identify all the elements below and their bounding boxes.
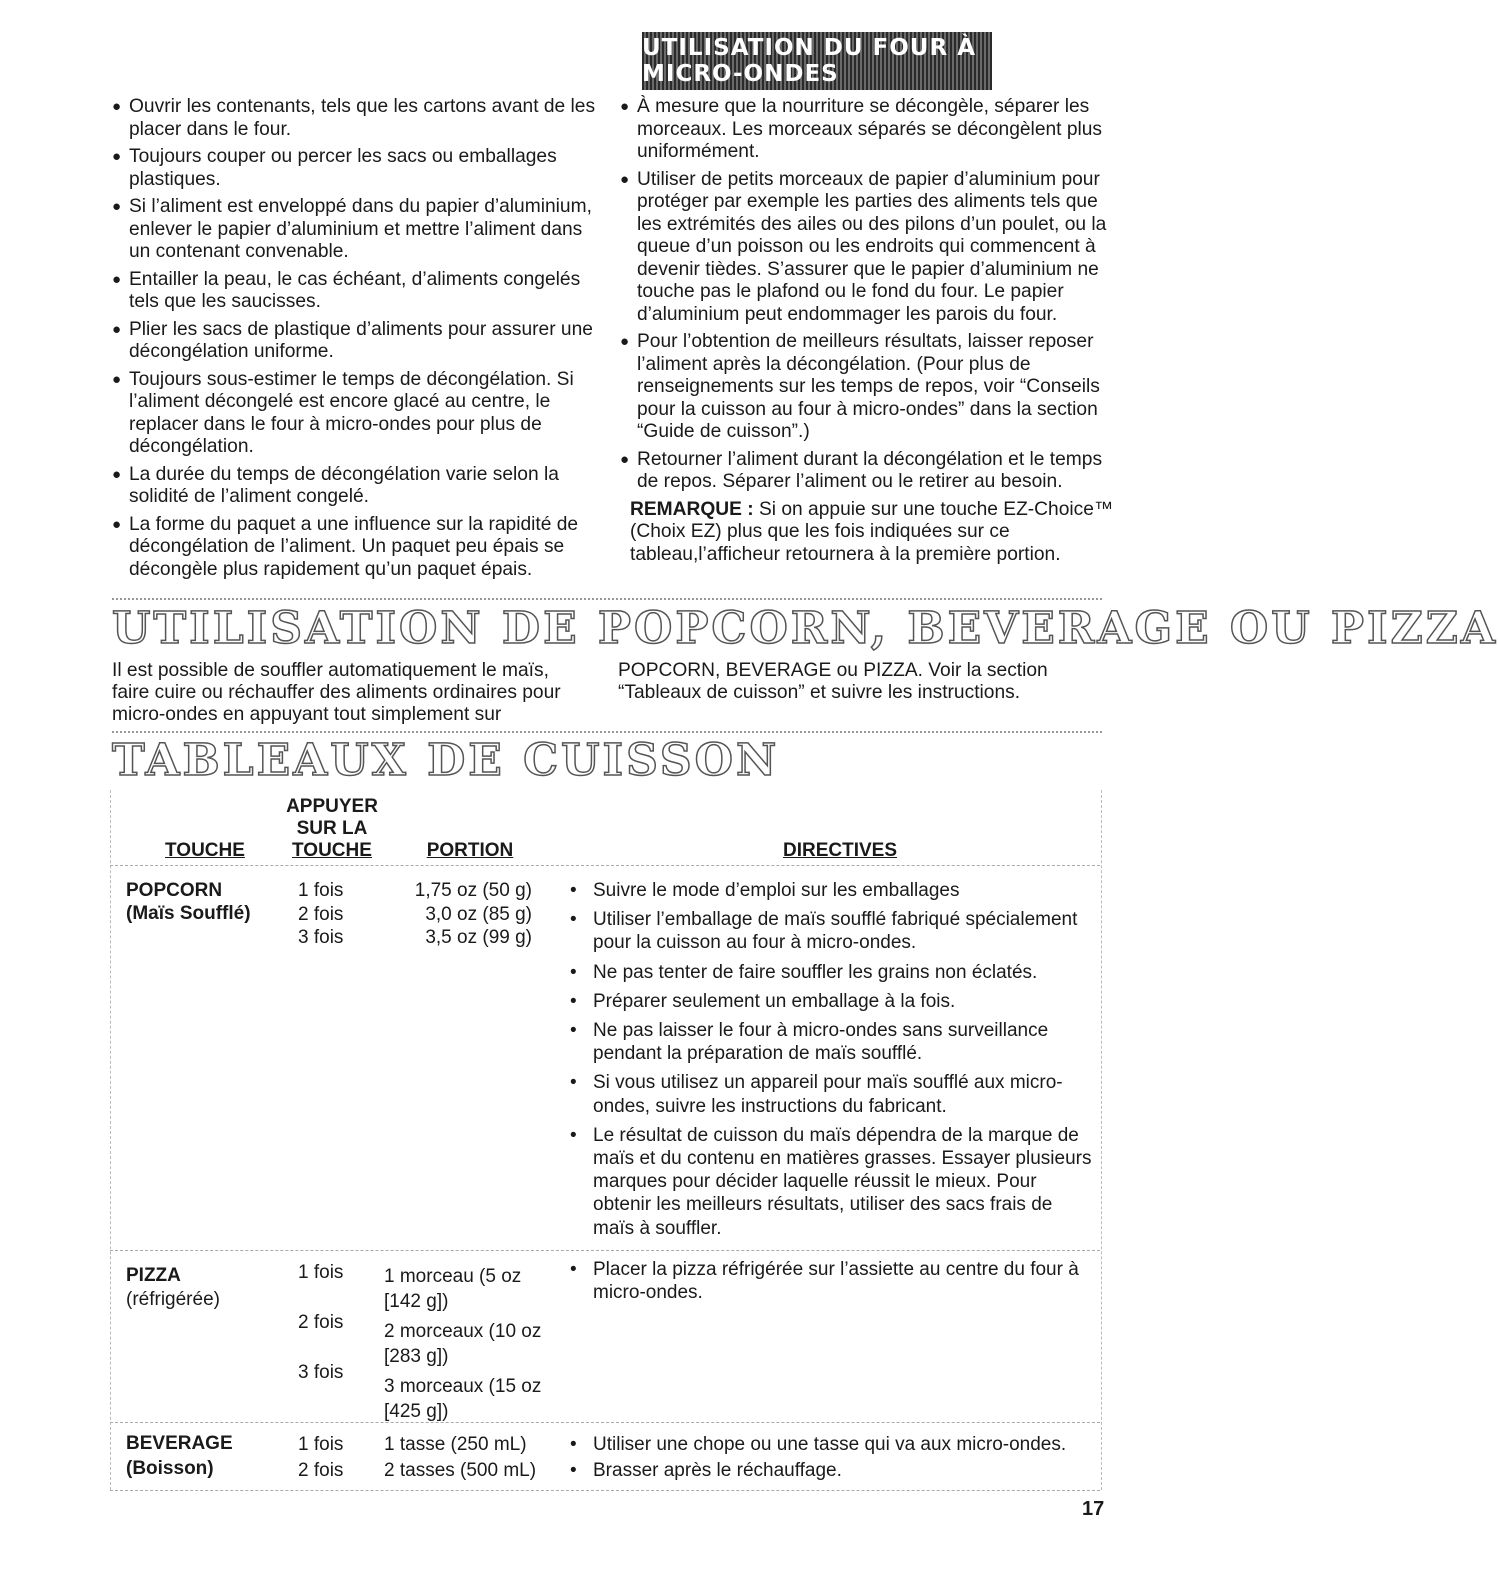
- list-item: ● La forme du paquet a une influence sur la rapidité de décongélation de l’aliment. Un paquet peu épais se décongèle plus rapidement qu’un paquet épais.: [112, 514, 607, 582]
- row-pizza-time-3: 3 fois: [298, 1362, 344, 1383]
- row-popcorn-directives: [568, 879, 1098, 1246]
- list-item: ● Si l’aliment est enveloppé dans du papier d’aluminium, enlever le papier d’aluminium et mettre l’aliment dans un contenant convenable.: [112, 196, 607, 264]
- list-item: • Si vous utilisez un appareil pour maïs soufflé aux micro-ondes, suivre les instructions du fabricant.: [568, 1071, 1098, 1117]
- header-appuyer-line: SUR LA: [296, 818, 368, 839]
- row-popcorn-portions: [410, 879, 532, 950]
- list-item: • Placer la pizza réfrigérée sur l’assiette au centre du four à micro-ondes.: [568, 1258, 1098, 1304]
- header-appuyer-line: TOUCHE: [292, 840, 372, 861]
- row-pizza-time-2: 2 fois: [298, 1312, 344, 1333]
- list-item: • Suivre le mode d’emploi sur les emballages: [568, 879, 1098, 902]
- section-title-popcorn: UTILISATION DE POPCORN, BEVERAGE OU PIZZA: [112, 603, 1498, 654]
- portion-item: [283 g]): [384, 1346, 449, 1367]
- portion-item: 3 morceaux (15 oz: [384, 1376, 542, 1397]
- section-banner: UTILISATION DU FOUR À MICRO-ONDES: [642, 32, 992, 90]
- row-beverage-sub: (Boisson): [126, 1458, 214, 1479]
- defrost-tips-right: [620, 96, 1115, 566]
- row-popcorn-sub: (Maïs Soufflé): [126, 903, 251, 924]
- times-item: 2 fois: [298, 903, 344, 925]
- page-number: 17: [1082, 1498, 1105, 1520]
- list-item: ● La durée du temps de décongélation varie selon la solidité de l’aliment congelé.: [112, 464, 607, 509]
- list-item: ● Ouvrir les contenants, tels que les cartons avant de les placer dans le four.: [112, 96, 607, 141]
- portion-item: [142 g]): [384, 1291, 449, 1312]
- list-item: ● Retourner l’aliment durant la décongélation et le temps de repos. Séparer l’aliment ou le retirer au besoin.: [620, 449, 1115, 494]
- remarque-label: REMARQUE :: [630, 498, 754, 520]
- list-item: ● Plier les sacs de plastique d’aliments pour assurer une décongélation uniforme.: [112, 319, 607, 364]
- row-pizza-portions: [384, 1264, 559, 1424]
- portion-item: [425 g]): [384, 1401, 449, 1422]
- row-divider: [110, 1250, 1100, 1251]
- list-item: ● À mesure que la nourriture se décongèle, séparer les morceaux. Les morceaux séparés se décongèlent plus uniformément.: [620, 96, 1115, 164]
- row-pizza-time-1: 1 fois: [298, 1262, 344, 1283]
- portion-item: 1 tasse (250 mL): [384, 1434, 527, 1455]
- table-bottom-border: [110, 1490, 1100, 1491]
- header-directives: DIRECTIVES: [782, 840, 898, 861]
- portion-item: 2 tasses (500 mL): [384, 1460, 537, 1481]
- row-divider: [110, 1422, 1100, 1423]
- list-item: ● Utiliser de petits morceaux de papier d’aluminium pour protéger par exemple les parties des aliments tels que les extrémités des ailes ou des pilons d’un poulet, ou la queue d’un poisson ou les endroits qui commencent à devenir tièdes. S’assurer que le papier d’aluminium ne touche pas le plafond ou le fond du four. Le papier d’aluminium peut endommager les parois du four.: [620, 169, 1115, 327]
- list-item: ● Pour l’obtention de meilleurs résultats, laisser reposer l’aliment après la décongélation. (Pour plus de renseignements sur les temps de repos, voir “Conseils pour la cuisson au four à micro-ondes” dans la section “Guide de cuisson”.): [620, 331, 1115, 444]
- divider: [112, 731, 1102, 733]
- portion-item: 1,75 oz (50 g): [414, 880, 532, 901]
- remarque-note: [620, 499, 1115, 567]
- list-item: ● Toujours sous-estimer le temps de décongélation. Si l’aliment décongelé est encore glacé au centre, le replacer dans le four à micro-ondes pour plus de décongélation.: [112, 369, 607, 459]
- header-appuyer-line: APPUYER: [286, 796, 378, 817]
- list-item: ● Toujours couper ou percer les sacs ou emballages plastiques.: [112, 146, 607, 191]
- row-beverage-directives: [568, 1432, 1098, 1484]
- remarque-text: Si on appuie sur une touche EZ-Choice™ (Choix EZ) plus que les fois indiquées sur ce tableau,l’afficheur retournera à la première portion.: [630, 498, 1114, 565]
- popcorn-intro-right: POPCORN, BEVERAGE ou PIZZA. Voir la section “Tableaux de cuisson” et suivre les instructions.: [618, 660, 1048, 703]
- row-pizza-directives: [568, 1258, 1098, 1310]
- list-item: • Préparer seulement un emballage à la fois.: [568, 990, 1098, 1013]
- portion-item: 1 morceau (5 oz: [384, 1266, 522, 1287]
- header-appuyer: [282, 796, 382, 862]
- times-item: 1 fois: [298, 880, 344, 901]
- row-beverage-name: BEVERAGE: [126, 1433, 233, 1454]
- header-touche: TOUCHE: [165, 840, 245, 861]
- row-beverage-times: [298, 1432, 343, 1484]
- row-popcorn-name: POPCORN: [126, 880, 223, 901]
- portion-item: 3,5 oz (99 g): [425, 927, 532, 948]
- times-item: 3 fois: [298, 927, 344, 948]
- header-portion: PORTION: [426, 840, 514, 861]
- list-item: ● Entailler la peau, le cas échéant, d’aliments congelés tels que les saucisses.: [112, 269, 607, 314]
- list-item: • Brasser après le réchauffage.: [568, 1458, 1098, 1484]
- row-pizza-sub: (réfrigérée): [126, 1289, 220, 1310]
- row-popcorn-times: [298, 879, 343, 950]
- defrost-tips-left: [112, 96, 607, 586]
- times-item: 1 fois: [298, 1434, 344, 1455]
- list-item: • Utiliser l’emballage de maïs soufflé fabriqué spécialement pour la cuisson au four à micro-ondes.: [568, 908, 1098, 954]
- popcorn-intro-left: Il est possible de souffler automatiquement le maïs, faire cuire ou réchauffer des aliments ordinaires pour micro-ondes en appuyant tout simplement sur: [112, 660, 561, 725]
- header-divider: [110, 865, 1100, 866]
- list-item: • Le résultat de cuisson du maïs dépendra de la marque de maïs et du contenu en matières grasses. Essayer plusieurs marques pour décider laquelle réussit le mieux. Pour obtenir les meilleurs résultats, utiliser des sacs frais de maïs à souffler.: [568, 1124, 1098, 1240]
- row-pizza-name: PIZZA: [126, 1265, 181, 1286]
- times-item: 2 fois: [298, 1460, 344, 1481]
- divider: [112, 598, 1102, 600]
- list-item: • Ne pas tenter de faire souffler les grains non éclatés.: [568, 961, 1098, 984]
- portion-item: 2 morceaux (10 oz: [384, 1321, 542, 1342]
- list-item: • Utiliser une chope ou une tasse qui va aux micro-ondes.: [568, 1432, 1098, 1458]
- row-beverage-portions: [384, 1432, 536, 1484]
- section-title-tables: TABLEAUX DE CUISSON: [112, 735, 780, 786]
- portion-item: 3,0 oz (85 g): [425, 903, 532, 925]
- list-item: • Ne pas laisser le four à micro-ondes sans surveillance pendant la préparation de maïs soufflé.: [568, 1019, 1098, 1065]
